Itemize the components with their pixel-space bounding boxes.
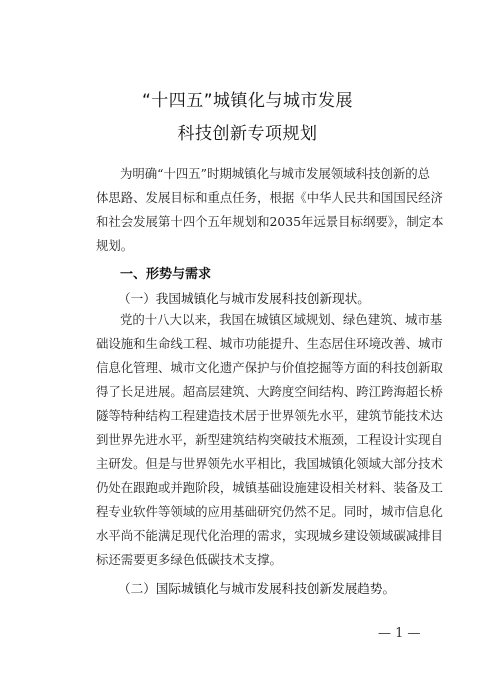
intro-line: 和社会发展第十四个五年规划和2035年远景目标纲要》，制定本 — [96, 214, 444, 229]
document-title-line-1: “十四五”城镇化与城市发展 — [141, 91, 354, 111]
body-line: 隧等特种结构工程建造技术居于世界领先水平，建筑节能技术达 — [96, 408, 443, 423]
section-heading-1: 一、形势与需求 — [120, 267, 212, 282]
body-line: 础设施和生命线工程、城市功能提升、生态居住环境改善、城市 — [96, 336, 443, 351]
body-line: 水平尚不能满足现代化治理的需求，实现城乡建设领域碳减排目 — [96, 528, 443, 543]
body-line: 得了长足进展。超高层建筑、大跨度空间结构、跨江跨海超长桥 — [96, 384, 443, 399]
body-line: 党的十八大以来，我国在城镇区域规划、绿色建筑、城市基 — [120, 312, 443, 327]
subsection-heading-2: （二）国际城镇化与城市发展科技创新发展趋势。 — [118, 581, 396, 596]
document-title-line-2: 科技创新专项规划 — [177, 124, 318, 144]
subsection-heading-1: （一）我国城镇化与城市发展科技创新现状。 — [118, 291, 370, 306]
intro-line: 体思路、发展目标和重点任务，根据《中华人民共和国国民经济 — [96, 190, 443, 205]
body-line: 信息化管理、城市文化遗产保护与价值挖掘等方面的科技创新取 — [96, 360, 443, 375]
body-line: 到世界先进水平，新型建筑结构突破技术瓶颈，工程设计实现自 — [96, 432, 443, 447]
intro-line: 为明确“十四五”时期城镇化与城市发展领域科技创新的总 — [120, 166, 431, 181]
body-line: 标还需要更多绿色低碳技术支撑。 — [96, 552, 282, 567]
page-number: — 1 — — [378, 626, 421, 641]
body-line: 仍处在跟跑或并跑阶段，城镇基础设施建设相关材料、装备及工 — [96, 480, 443, 495]
body-line: 主研发。但是与世界领先水平相比，我国城镇化领域大部分技术 — [96, 456, 443, 471]
intro-line: 规划。 — [96, 238, 134, 253]
body-line: 程专业软件等领域的应用基础研究仍然不足。同时，城市信息化 — [96, 504, 443, 519]
